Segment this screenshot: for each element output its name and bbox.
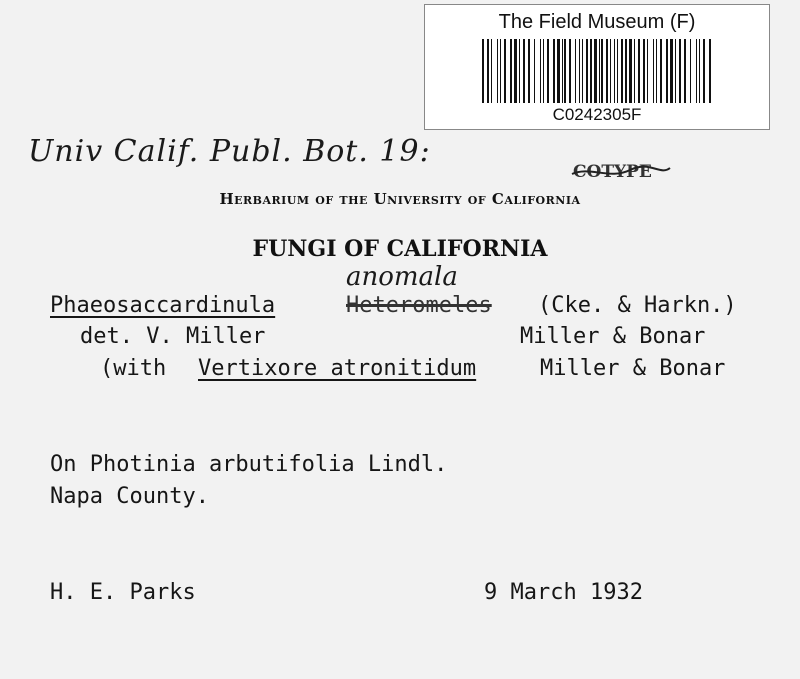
barcode-bar [491,39,492,103]
barcode-bar [569,39,571,103]
catalog-number: C0242305F [552,105,642,124]
barcode-bar [709,39,711,103]
barcode-bar [625,39,627,103]
barcode-bar [579,39,580,103]
host-plant: On Photinia arbutifolia Lindl. [50,452,448,477]
barcode-bar [660,39,662,103]
genus-name: Phaeosaccardinula [50,293,276,318]
barcode-bar [519,39,520,103]
label-title: FUNGI OF CALIFORNIA [252,236,548,262]
barcode-bar [653,39,654,103]
barcode-bar [540,39,541,103]
collection-date: 9 March 1932 [484,580,643,605]
barcode-bar [656,39,657,103]
barcode-bar [696,39,697,103]
barcode-bar [557,39,560,103]
barcode-bar [586,39,588,103]
publication-note: Univ Calif. Publ. Bot. 19: [28,134,431,169]
barcode-bar [703,39,705,103]
barcode-bar [634,39,635,103]
institution-name: The Field Museum (F) [498,11,696,33]
barcode-bar [610,39,611,103]
barcode-bar [534,39,535,103]
barcode-bar [528,39,530,103]
determiner: det. V. Miller [80,324,266,349]
barcode-bar [670,39,673,103]
herbarium-name: Herbarium of the University of California [219,190,581,208]
barcode-bar [675,39,676,103]
barcode-bar [547,39,549,103]
barcode-bar [575,39,576,103]
collector: H. E. Parks [50,580,196,605]
barcode-bar [500,39,501,103]
barcode-bar [562,39,563,103]
type-status-strike-scribble [570,160,672,186]
with-prefix: (with [100,356,167,381]
barcode-bar [543,39,544,103]
barcode-bar [482,39,484,103]
barcode-bar [621,39,623,103]
barcode-bar [599,39,600,103]
barcode-bar [510,39,512,103]
locality: Napa County. [50,484,209,509]
barcode-bar [690,39,691,103]
barcode-bar [594,39,597,103]
barcode-image [482,39,712,103]
barcode-bar [497,39,498,103]
barcode-bar [487,39,489,103]
epithet-correction: anomala [346,262,458,292]
barcode-bar [523,39,525,103]
struck-epithet: Heteromeles [346,293,492,318]
barcode-bar [564,39,566,103]
barcode-bar [601,39,603,103]
barcode-bar [606,39,608,103]
barcode-bar [504,39,506,103]
barcode-bar [629,39,632,103]
barcode-bar [614,39,615,103]
barcode-bar [514,39,517,103]
barcode-bar [666,39,668,103]
associate-species: Vertixore atronitidum [198,356,477,381]
barcode-bar [684,39,686,103]
barcode-bar [647,39,648,103]
type-status-stamp: COTYPE [573,162,652,182]
barcode-bar [582,39,583,103]
authority-line-2: Miller & Bonar [520,324,706,349]
barcode-bar [617,39,618,103]
barcode-bar [643,39,645,103]
associate-authority: Miller & Bonar [540,356,726,381]
barcode-bar [590,39,592,103]
barcode-label [424,4,770,130]
barcode-bar [638,39,640,103]
barcode-bar [553,39,555,103]
barcode-bar [679,39,681,103]
authority-line-1: (Cke. & Harkn.) [538,293,737,318]
barcode-bar [699,39,700,103]
